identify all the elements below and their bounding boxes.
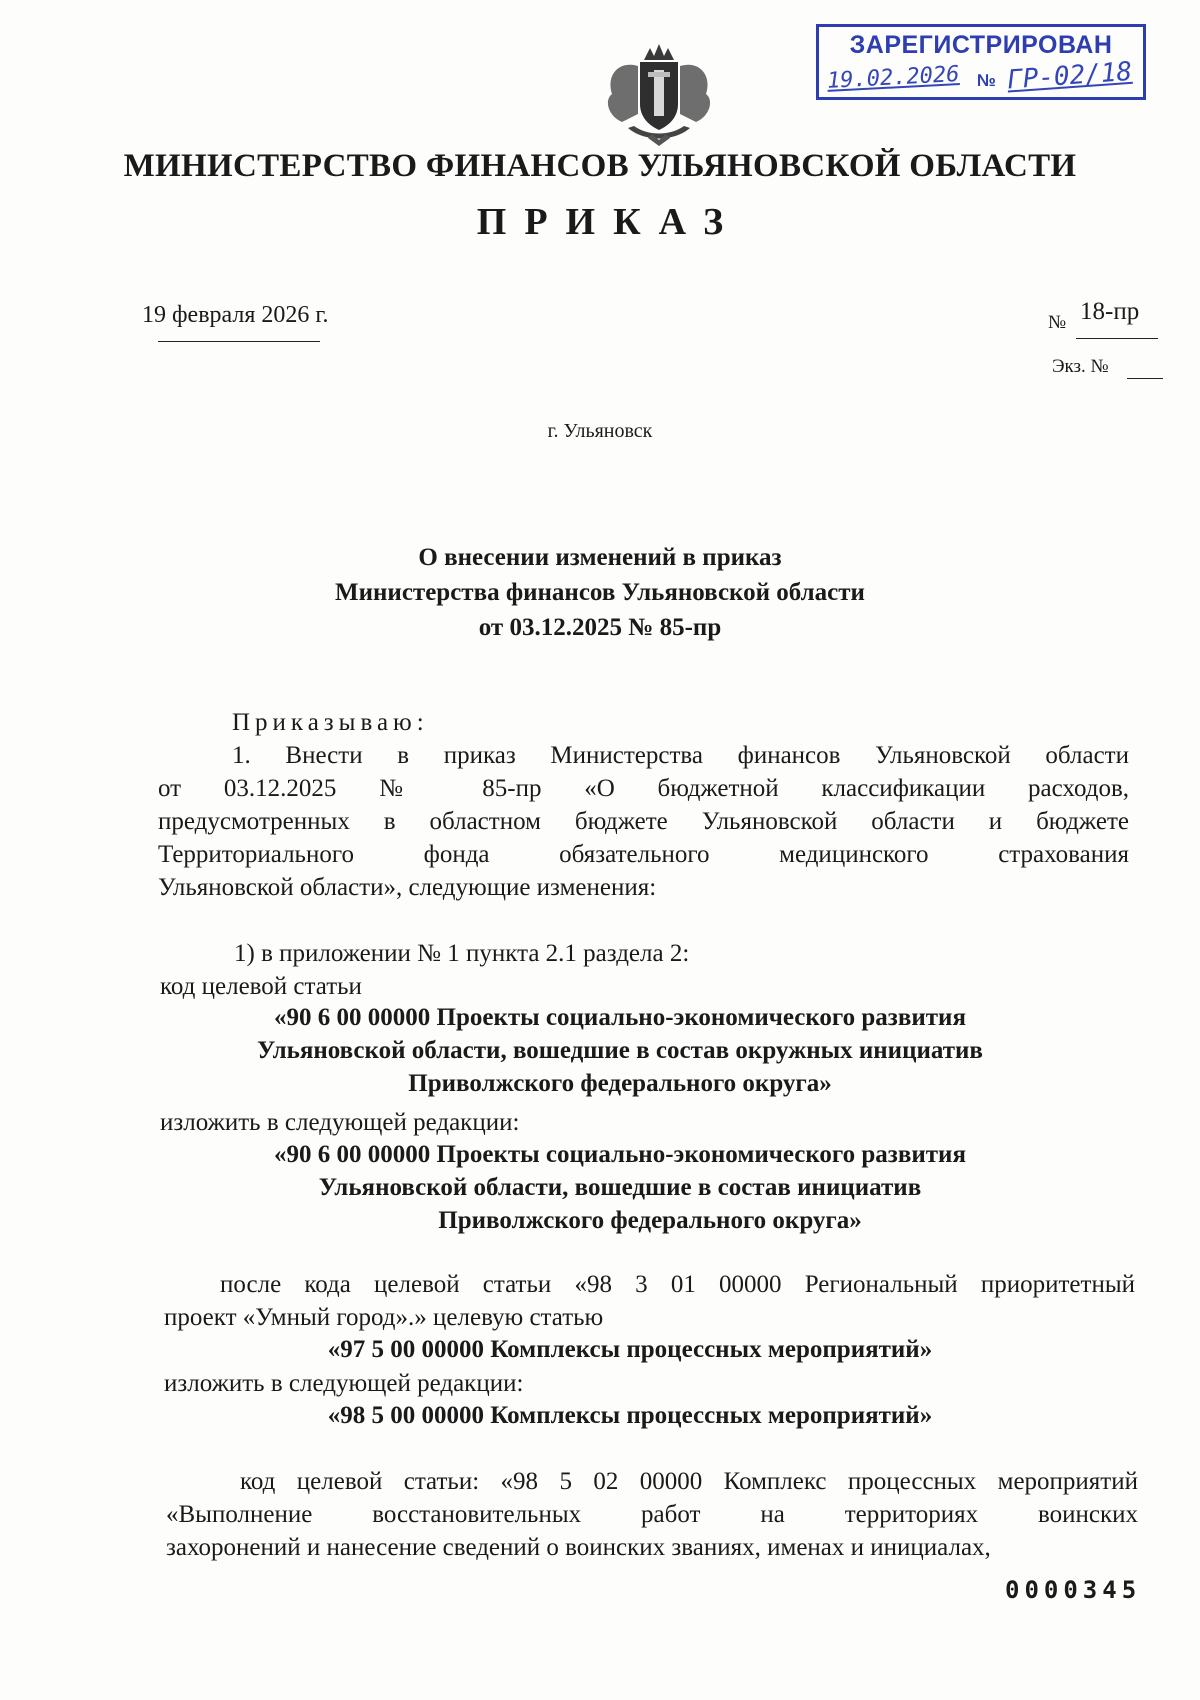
coat-of-arms-emblem <box>598 42 720 148</box>
paragraph-line: от 03.12.2025 № 85-пр «О бюджетной классификации расходов, <box>158 775 1129 802</box>
document-type: ПРИКАЗ <box>476 201 742 243</box>
paragraph-line: «Выполнение восстановительных работ на территориях воинских <box>166 1501 1138 1528</box>
paragraph-line: предусмотренных в областном бюджете Ульяновской области и бюджете <box>158 808 1129 835</box>
new-code-text <box>0 1138 1200 1237</box>
paragraph-line: захоронений и нанесение сведений о воинских званиях, именах и инициалах, <box>166 1534 991 1561</box>
page-number: 0000345 <box>1005 1576 1142 1604</box>
old-code-line: Приволжского федерального округа» <box>408 1070 832 1097</box>
new-code-2: «98 5 00 00000 Комплексы процессных мероприятий» <box>327 1402 933 1429</box>
old-code-2: «97 5 00 00000 Комплексы процессных мероприятий» <box>327 1336 933 1363</box>
paragraph-line: Ульяновской области», следующие изменения: <box>158 874 657 901</box>
order-date: 19 февраля 2026 г. <box>142 302 329 328</box>
state-as-label: изложить в следующей редакции: <box>160 1109 520 1136</box>
number-underline <box>1076 338 1158 339</box>
order-word: Приказываю: <box>232 709 429 736</box>
subject-line: Министерства финансов Ульяновской области <box>335 579 865 606</box>
copy-number-underline <box>1127 378 1163 379</box>
order-number-label: № <box>1048 312 1067 333</box>
paragraph-line: 1. Внести в приказ Министерства финансов Ульяновской области <box>232 742 1129 769</box>
new-code-line: «90 6 00 00000 Проекты социально-экономического развития <box>274 1141 966 1168</box>
old-code-line: «90 6 00 00000 Проекты социально-экономического развития <box>274 1004 966 1031</box>
city: г. Ульяновск <box>547 420 653 442</box>
new-code-line: Ульяновской области, вошедшие в состав инициатив <box>318 1174 922 1201</box>
stamp-title: ЗАРЕГИСТРИРОВАН <box>849 31 1113 59</box>
new-code-line: Приволжского федерального округа» <box>438 1207 862 1234</box>
paragraph-line: Территориального фонда обязательного медицинского страхования <box>158 841 1129 868</box>
ministry-title: МИНИСТЕРСТВО ФИНАНСОВ УЛЬЯНОВСКОЙ ОБЛАСТИ <box>123 148 1077 184</box>
paragraph-line: проект «Умный город».» целевую статью <box>164 1304 604 1331</box>
order-number: 18-пр <box>1080 298 1140 325</box>
copy-number-label: Экз. № <box>1052 356 1109 377</box>
stamp-number-label: № <box>977 71 996 90</box>
stamp-date: 19.02.2026 <box>826 62 961 94</box>
old-code-text <box>0 1001 1200 1100</box>
date-underline <box>158 341 320 342</box>
code-label: код целевой статьи <box>160 973 362 1000</box>
order-subject <box>0 540 1200 645</box>
subject-line: от 03.12.2025 № 85-пр <box>478 614 722 641</box>
paragraph-line: код целевой статьи: «98 5 02 00000 Комплекс процессных мероприятий <box>240 1468 1138 1495</box>
stamp-number: ГР-02/18 <box>1006 56 1134 96</box>
state-as-label: изложить в следующей редакции: <box>164 1370 524 1397</box>
registration-stamp <box>816 24 1146 100</box>
old-code-line: Ульяновской области, вошедшие в состав окружных инициатив <box>257 1037 983 1064</box>
subject-line: О внесении изменений в приказ <box>418 544 782 571</box>
list-item: 1) в приложении № 1 пункта 2.1 раздела 2: <box>234 940 690 967</box>
paragraph-line: после кода целевой статьи «98 3 01 00000 Региональный приоритетный <box>220 1271 1135 1298</box>
